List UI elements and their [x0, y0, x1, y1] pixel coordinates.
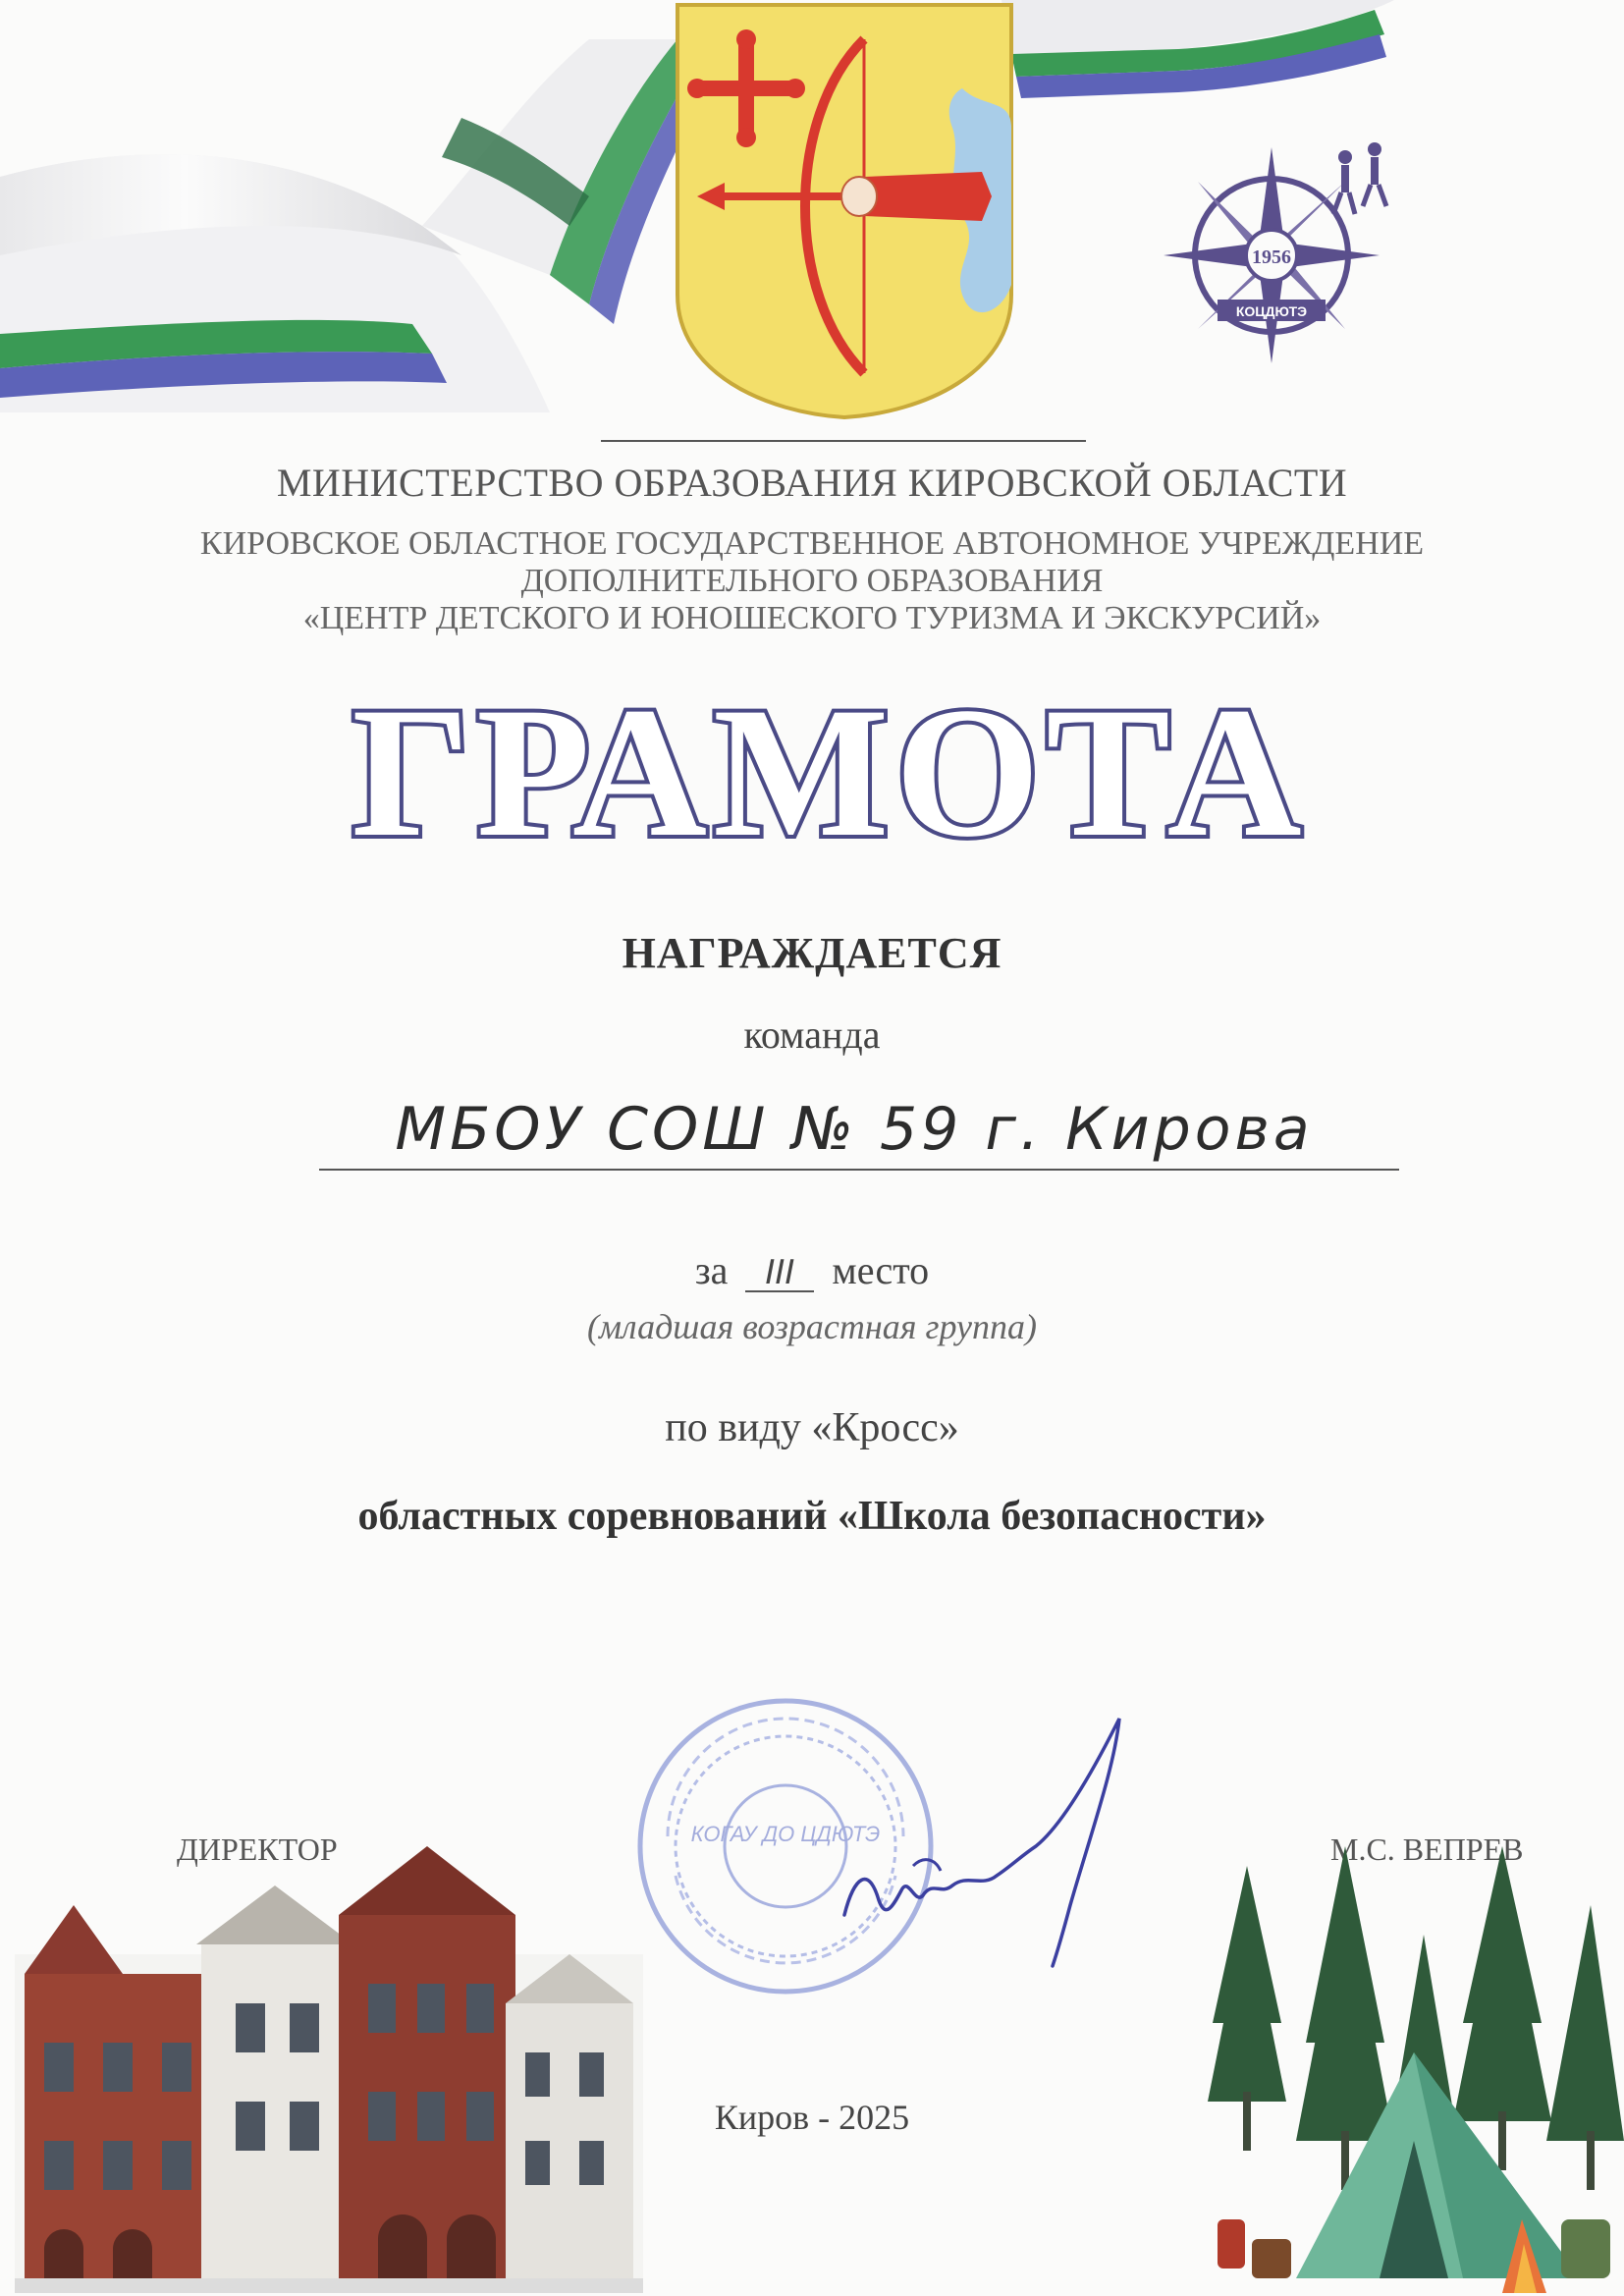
team-name-underline [319, 1169, 1399, 1171]
header-divider [601, 440, 1086, 442]
place-suffix: место [832, 1248, 930, 1292]
director-signature-image [825, 1709, 1159, 1974]
certificate-title-text: ГРАМОТА [352, 687, 1308, 876]
director-label: ДИРЕКТОР [177, 1831, 338, 1867]
organization-emblem-icon [1159, 128, 1414, 383]
institution-line: ДОПОЛНИТЕЛЬНОГО ОБРАЗОВАНИЯ [520, 563, 1104, 599]
institution-line: КИРОВСКОЕ ОБЛАСТНОЕ ГОСУДАРСТВЕННОЕ АВТОНОМНОЕ УЧРЕЖДЕНИЕ [199, 525, 1425, 562]
coat-of-arms-image [668, 0, 1021, 422]
age-group-text: (младшая возрастная группа) [586, 1307, 1038, 1346]
discipline-text: по виду «Кросс» [665, 1405, 959, 1450]
awarded-heading: НАГРАЖДАЕТСЯ [622, 929, 1002, 977]
institution-line: «ЦЕНТР ДЕТСКОГО И ЮНОШЕСКОГО ТУРИЗМА И ЭКСКУРСИЙ» [302, 600, 1322, 636]
stamp-text: КОГАУ ДО ЦДЮТЭ [690, 1822, 881, 1846]
emblem-year-text: 1956 [1252, 246, 1291, 268]
team-name-handwritten: МБОУ СОШ № 59 г. Кирова [395, 1095, 1314, 1164]
certificate-title [0, 687, 1624, 884]
ministry-heading: МИНИСТЕРСТВО ОБРАЗОВАНИЯ КИРОВСКОЙ ОБЛАСТИ [276, 461, 1348, 505]
place-row [0, 1247, 1624, 1293]
place-value-handwritten: III [745, 1255, 814, 1292]
building-illustration [15, 1846, 643, 2293]
institution-block [0, 525, 1624, 637]
director-name: М.С. ВЕПРЕВ [1330, 1831, 1524, 1867]
camping-forest-illustration [1208, 1846, 1624, 2293]
emblem-abbr-text: КОЦДЮТЭ [1235, 303, 1308, 319]
place-prefix: за [694, 1248, 729, 1292]
city-year-text: Киров - 2025 [714, 2098, 910, 2137]
team-label: команда [743, 1012, 881, 1057]
competition-text: областных соревнований «Школа безопасности» [357, 1494, 1267, 1539]
